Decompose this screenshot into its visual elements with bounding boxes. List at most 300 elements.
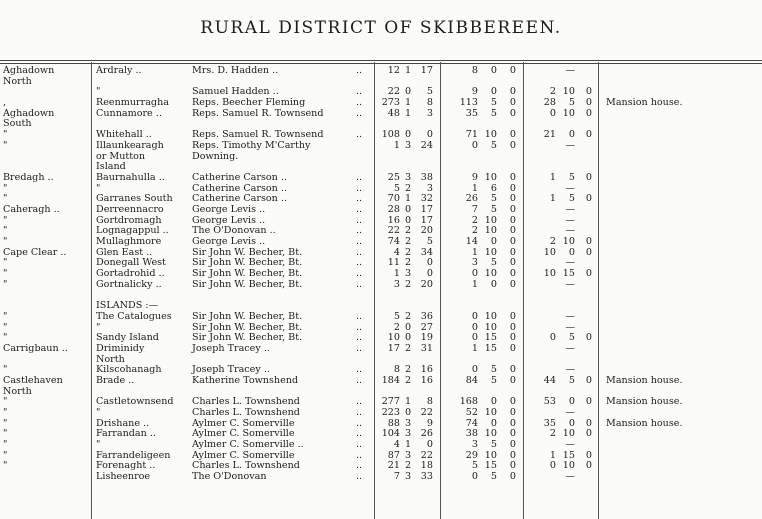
valuation-shillings-cell: 15 — [484, 332, 497, 344]
parish-cell: " — [3, 139, 8, 151]
valuation-pence-cell: 0 — [509, 396, 516, 408]
parish-cell: " — [3, 439, 8, 451]
townland-cell: Forenaght .. — [96, 460, 156, 472]
leader-dots: .. — [356, 396, 363, 408]
perches-cell: 9 — [426, 417, 433, 429]
valuation-pounds-cell: 1 — [471, 342, 478, 354]
occupier-cell: Joseph Tracey .. — [192, 342, 270, 354]
acres-cell: 7 — [393, 471, 400, 483]
buildings-pence-cell: 0 — [585, 129, 592, 141]
perches-cell: 17 — [420, 203, 433, 215]
townland-cell: " — [96, 439, 101, 451]
buildings-shillings-cell: — — [565, 214, 575, 226]
valuation-pence-cell: 0 — [509, 310, 516, 322]
acres-cell: 277 — [381, 396, 400, 408]
buildings-shillings-cell: — — [565, 65, 575, 76]
townland-cell: Donegall West — [96, 257, 166, 269]
buildings-pounds-cell: 1 — [549, 193, 556, 205]
valuation-pounds-cell: 9 — [471, 86, 478, 98]
leader-dots: .. — [356, 460, 363, 472]
occupier-cell: Aylmer C. Somerville — [192, 417, 295, 429]
buildings-pounds-cell: 35 — [543, 417, 556, 429]
perches-cell: 32 — [420, 193, 433, 205]
occupier-cell: Aylmer C. Somerville — [192, 449, 295, 461]
valuation-shillings-cell: 5 — [490, 471, 497, 483]
occupier-cell: Aylmer C. Somerville — [192, 428, 295, 440]
valuation-shillings-cell: 15 — [484, 460, 497, 472]
valuation-pounds-cell: 84 — [465, 374, 478, 386]
perches-cell: 16 — [420, 364, 433, 376]
valuation-pounds-cell: 7 — [471, 203, 478, 215]
perches-cell: 8 — [426, 396, 433, 408]
perches-cell: 36 — [420, 310, 433, 322]
townland-cell: ISLANDS :— — [96, 300, 159, 312]
buildings-pence-cell: 0 — [585, 428, 592, 440]
parish-cell: South — [3, 118, 32, 130]
parish-cell: " — [3, 321, 8, 333]
townland-cell: Baurnahulla .. — [96, 171, 165, 183]
acres-cell: 16 — [387, 214, 400, 226]
buildings-pence-cell: 0 — [585, 171, 592, 183]
valuation-pounds-cell: 0 — [471, 310, 478, 322]
leader-dots: .. — [356, 342, 363, 354]
townland-cell: Illaunkearagh — [96, 139, 164, 151]
buildings-pounds-cell: 44 — [543, 374, 556, 386]
valuation-pence-cell: 0 — [509, 193, 516, 205]
buildings-shillings-cell: 10 — [562, 460, 575, 472]
occupier-cell: Sir John W. Becher, Bt. — [192, 246, 303, 258]
leader-dots: .. — [356, 129, 363, 141]
perches-cell: 18 — [420, 460, 433, 472]
parish-cell: " — [3, 310, 8, 322]
buildings-pounds-cell: 1 — [549, 449, 556, 461]
buildings-shillings-cell: — — [565, 471, 575, 483]
parish-cell: Aghadown — [3, 107, 55, 119]
buildings-shillings-cell: — — [565, 310, 575, 322]
roods-cell: 0 — [404, 86, 412, 98]
occupier-cell: Charles L. Townshend — [192, 407, 300, 418]
valuation-shillings-cell: 15 — [484, 342, 497, 354]
valuation-pence-cell: 0 — [509, 65, 516, 76]
valuation-shillings-cell: 5 — [490, 364, 497, 376]
valuation-shillings-cell: 10 — [484, 449, 497, 461]
roods-cell: 2 — [404, 278, 412, 290]
valuation-pence-cell: 0 — [509, 460, 516, 472]
table-row — [0, 141, 762, 152]
buildings-shillings-cell: — — [565, 203, 575, 215]
buildings-pence-cell: 0 — [585, 396, 592, 408]
table-row — [0, 397, 762, 408]
perches-cell: 17 — [420, 214, 433, 226]
table-row — [0, 344, 762, 355]
leader-dots: .. — [356, 439, 363, 451]
roods-cell: 3 — [404, 417, 412, 429]
valuation-pence-cell: 0 — [509, 257, 516, 269]
valuation-shillings-cell: 6 — [490, 182, 497, 194]
valuation-pence-cell: 0 — [509, 139, 516, 151]
occupier-cell: Reps. Samuel R. Townsend — [192, 107, 324, 119]
leader-dots: .. — [356, 225, 363, 237]
acres-cell: 22 — [387, 225, 400, 237]
valuation-pence-cell: 0 — [509, 332, 516, 344]
roods-cell: 2 — [404, 342, 412, 354]
roods-cell: 2 — [404, 310, 412, 322]
townland-cell: " — [96, 86, 101, 98]
perches-cell: 24 — [420, 139, 433, 151]
parish-cell: " — [3, 332, 8, 344]
valuation-pence-cell: 0 — [509, 214, 516, 226]
valuation-shillings-cell: 0 — [490, 278, 497, 290]
occupier-cell: Downing. — [192, 150, 239, 162]
occupier-cell: Joseph Tracey .. — [192, 364, 270, 376]
valuation-pounds-cell: 74 — [465, 417, 478, 429]
roods-cell: 3 — [404, 268, 412, 280]
valuation-pence-cell: 0 — [509, 86, 516, 98]
leader-dots: .. — [356, 428, 363, 440]
acres-cell: 273 — [381, 97, 400, 109]
townland-cell: Gortadrohid .. — [96, 268, 165, 280]
leader-dots: .. — [356, 182, 363, 194]
townland-cell: Derreennacro — [96, 203, 164, 215]
leader-dots: .. — [356, 268, 363, 280]
occupier-cell: George Levis .. — [192, 236, 266, 247]
acres-cell: 17 — [387, 342, 400, 354]
parish-cell: " — [3, 225, 8, 237]
buildings-pence-cell: 0 — [585, 86, 592, 98]
valuation-pounds-cell: 9 — [471, 171, 478, 183]
table-row — [0, 109, 762, 120]
valuation-pence-cell: 0 — [509, 439, 516, 451]
buildings-shillings-cell: 15 — [562, 449, 575, 461]
remarks-cell: Mansion house. — [606, 396, 683, 408]
valuation-pence-cell: 0 — [509, 342, 516, 354]
leader-dots: .. — [356, 193, 363, 205]
table-row — [0, 77, 762, 88]
valuation-pounds-cell: 113 — [459, 97, 478, 109]
buildings-shillings-cell: 10 — [562, 428, 575, 440]
valuation-pence-cell: 0 — [509, 171, 516, 183]
occupier-cell: Samuel Hadden .. — [192, 86, 279, 98]
buildings-shillings-cell: 5 — [568, 374, 575, 386]
perches-cell: 3 — [426, 107, 433, 119]
occupier-cell: Mrs. D. Hadden .. — [192, 65, 279, 76]
townland-cell: Lisheenroe — [96, 471, 151, 483]
valuation-pounds-cell: 0 — [471, 332, 478, 344]
buildings-pounds-cell: 21 — [543, 129, 556, 141]
valuation-pounds-cell: 3 — [471, 439, 478, 451]
parish-cell: " — [3, 182, 8, 194]
occupier-cell: Catherine Carson .. — [192, 171, 288, 183]
buildings-pounds-cell: 28 — [543, 97, 556, 109]
valuation-pence-cell: 0 — [509, 268, 516, 280]
valuation-shillings-cell: 5 — [490, 257, 497, 269]
valuation-pounds-cell: 0 — [471, 364, 478, 376]
perches-cell: 0 — [426, 129, 433, 141]
buildings-pounds-cell: 10 — [543, 246, 556, 258]
townland-cell: Gortnalicky .. — [96, 278, 162, 290]
roods-cell: 1 — [404, 97, 412, 109]
acres-cell: 87 — [387, 449, 400, 461]
townland-cell: North — [96, 353, 125, 365]
buildings-shillings-cell: — — [565, 364, 575, 376]
buildings-pounds-cell: 2 — [549, 428, 556, 440]
roods-cell: 2 — [404, 374, 412, 386]
leader-dots: .. — [356, 332, 363, 344]
table-row — [0, 312, 762, 323]
buildings-pounds-cell: 1 — [549, 171, 556, 183]
occupier-cell: Aylmer C. Somerville .. — [192, 439, 304, 451]
occupier-cell: Reps. Samuel R. Townsend — [192, 129, 324, 141]
leader-dots: .. — [356, 86, 363, 98]
occupier-cell: Reps. Timothy M'Carthy — [192, 139, 311, 151]
occupier-cell: Catherine Carson .. — [192, 193, 288, 205]
buildings-shillings-cell: 0 — [568, 396, 575, 408]
valuation-shillings-cell: 10 — [484, 129, 497, 141]
buildings-shillings-cell: 5 — [568, 332, 575, 344]
parish-cell: " — [3, 364, 8, 376]
perches-cell: 20 — [420, 278, 433, 290]
perches-cell: 27 — [420, 321, 433, 333]
roods-cell: 0 — [404, 332, 412, 344]
townland-cell: Glen East .. — [96, 246, 153, 258]
table-row — [0, 376, 762, 387]
townland-cell: Mullaghmore — [96, 236, 162, 247]
acres-cell: 22 — [387, 86, 400, 98]
acres-cell: 12 — [387, 65, 400, 76]
townland-cell: Island — [96, 161, 126, 173]
leader-dots: .. — [356, 407, 363, 418]
valuation-shillings-cell: 10 — [484, 225, 497, 237]
parish-cell: Carrigbaun .. — [3, 342, 68, 354]
roods-cell: 1 — [404, 396, 412, 408]
parish-cell: " — [3, 268, 8, 280]
acres-cell: 11 — [387, 257, 400, 269]
townland-cell: Reenmurragha — [96, 97, 169, 109]
buildings-pounds-cell: 0 — [549, 460, 556, 472]
leader-dots: .. — [356, 374, 363, 386]
table-row — [0, 472, 762, 483]
buildings-shillings-cell: 10 — [562, 107, 575, 119]
valuation-pence-cell: 0 — [509, 246, 516, 258]
buildings-shillings-cell: — — [565, 321, 575, 333]
valuation-shillings-cell: 5 — [490, 439, 497, 451]
acres-cell: 10 — [387, 332, 400, 344]
buildings-shillings-cell: — — [565, 139, 575, 151]
acres-cell: 1 — [393, 268, 400, 280]
buildings-shillings-cell: 0 — [568, 417, 575, 429]
perches-cell: 19 — [420, 332, 433, 344]
parish-cell: Castlehaven — [3, 374, 63, 386]
leader-dots: .. — [356, 257, 363, 269]
remarks-cell: Mansion house. — [606, 374, 683, 386]
parish-cell: , — [3, 97, 7, 109]
buildings-shillings-cell: 5 — [568, 171, 575, 183]
buildings-shillings-cell: 0 — [568, 246, 575, 258]
buildings-shillings-cell: 15 — [562, 268, 575, 280]
valuation-shillings-cell: 10 — [484, 407, 497, 418]
valuation-pounds-cell: 38 — [465, 428, 478, 440]
perches-cell: 8 — [426, 97, 433, 109]
remarks-cell: Mansion house. — [606, 417, 683, 429]
valuation-shillings-cell: 10 — [484, 214, 497, 226]
roods-cell: 3 — [404, 449, 412, 461]
roods-cell: 2 — [404, 460, 412, 472]
valuation-pence-cell: 0 — [509, 428, 516, 440]
acres-cell: 8 — [393, 364, 400, 376]
valuation-pence-cell: 0 — [509, 471, 516, 483]
townland-cell: The Catalogues — [96, 310, 172, 322]
buildings-pence-cell: 0 — [585, 374, 592, 386]
parish-cell: " — [3, 193, 8, 205]
buildings-pence-cell: 0 — [585, 236, 592, 247]
occupier-cell: George Levis .. — [192, 203, 266, 215]
perches-cell: 0 — [426, 257, 433, 269]
perches-cell: 3 — [426, 182, 433, 194]
roods-cell: 1 — [404, 193, 412, 205]
occupier-cell: Sir John W. Becher, Bt. — [192, 310, 303, 322]
leader-dots: .. — [356, 214, 363, 226]
parish-cell: Cape Clear .. — [3, 246, 67, 258]
roods-cell: 0 — [404, 203, 412, 215]
buildings-shillings-cell: 5 — [568, 193, 575, 205]
roods-cell: 0 — [404, 214, 412, 226]
valuation-pounds-cell: 2 — [471, 214, 478, 226]
leader-dots: .. — [356, 417, 363, 429]
perches-cell: 34 — [420, 246, 433, 258]
acres-cell: 1 — [393, 139, 400, 151]
perches-cell: 0 — [426, 268, 433, 280]
townland-cell: Ardraly .. — [96, 65, 142, 76]
roods-cell: 2 — [404, 182, 412, 194]
valuation-pence-cell: 0 — [509, 364, 516, 376]
buildings-pence-cell: 0 — [585, 449, 592, 461]
leader-dots: .. — [356, 321, 363, 333]
roods-cell: 1 — [404, 107, 412, 119]
valuation-pence-cell: 0 — [509, 97, 516, 109]
roods-cell: 3 — [404, 428, 412, 440]
townland-cell: " — [96, 182, 101, 194]
valuation-pence-cell: 0 — [509, 225, 516, 237]
valuation-pence-cell: 0 — [509, 321, 516, 333]
acres-cell: 4 — [393, 246, 400, 258]
townland-cell: Sandy Island — [96, 332, 159, 344]
leader-dots: .. — [356, 65, 363, 76]
valuation-pence-cell: 0 — [509, 203, 516, 215]
valuation-shillings-cell: 5 — [490, 374, 497, 386]
parish-cell: Aghadown — [3, 65, 55, 76]
townland-cell: Whitehall .. — [96, 129, 152, 141]
townland-cell: Castletownsend — [96, 396, 174, 408]
roods-cell: 0 — [404, 407, 412, 418]
valuation-pence-cell: 0 — [509, 107, 516, 119]
valuation-pence-cell: 0 — [509, 129, 516, 141]
valuation-pounds-cell: 29 — [465, 449, 478, 461]
acres-cell: 2 — [393, 321, 400, 333]
acres-cell: 4 — [393, 439, 400, 451]
table-row — [0, 66, 762, 77]
roods-cell: 2 — [404, 364, 412, 376]
parish-cell: " — [3, 129, 8, 141]
leader-dots: .. — [356, 171, 363, 183]
valuation-shillings-cell: 5 — [490, 139, 497, 151]
acres-cell: 223 — [381, 407, 400, 418]
occupier-cell: Reps. Beecher Fleming — [192, 97, 306, 109]
buildings-pounds-cell: 0 — [549, 107, 556, 119]
valuation-pence-cell: 0 — [509, 374, 516, 386]
buildings-shillings-cell: — — [565, 225, 575, 237]
buildings-shillings-cell: 0 — [568, 129, 575, 141]
townland-cell: Drishane .. — [96, 417, 150, 429]
buildings-pounds-cell: 2 — [549, 236, 556, 247]
valuation-pence-cell: 0 — [509, 278, 516, 290]
parish-cell: " — [3, 417, 8, 429]
townland-cell: Farrandeligeen — [96, 449, 171, 461]
occupier-cell: The O'Donovan — [192, 471, 267, 483]
parish-cell: North — [3, 385, 32, 397]
valuation-shillings-cell: 10 — [484, 246, 497, 258]
buildings-pence-cell: 0 — [585, 332, 592, 344]
buildings-pence-cell: 0 — [585, 246, 592, 258]
valuation-pounds-cell: 1 — [471, 246, 478, 258]
buildings-shillings-cell: 10 — [562, 86, 575, 98]
top-rule — [0, 60, 762, 61]
leader-dots: .. — [356, 97, 363, 109]
buildings-pence-cell: 0 — [585, 107, 592, 119]
townland-cell: Cunnamore .. — [96, 107, 162, 119]
occupier-cell: Sir John W. Becher, Bt. — [192, 278, 303, 290]
valuation-pence-cell: 0 — [509, 449, 516, 461]
valuation-pounds-cell: 0 — [471, 139, 478, 151]
townland-cell: " — [96, 407, 101, 418]
acres-cell: 70 — [387, 193, 400, 205]
buildings-shillings-cell: — — [565, 278, 575, 290]
parish-cell: Caheragh .. — [3, 203, 60, 215]
leader-dots: .. — [356, 471, 363, 483]
valuation-shillings-cell: 5 — [490, 203, 497, 215]
valuation-shillings-cell: 10 — [484, 171, 497, 183]
valuation-pounds-cell: 2 — [471, 225, 478, 237]
perches-cell: 20 — [420, 225, 433, 237]
parish-cell: " — [3, 449, 8, 461]
valuation-shillings-cell: 5 — [490, 107, 497, 119]
buildings-pounds-cell: 2 — [549, 86, 556, 98]
buildings-pence-cell: 0 — [585, 193, 592, 205]
roods-cell: 3 — [404, 471, 412, 483]
leader-dots: .. — [356, 449, 363, 461]
townland-cell: Driminidy — [96, 342, 145, 354]
acres-cell: 3 — [393, 278, 400, 290]
leader-dots: .. — [356, 203, 363, 215]
top-rule-inner — [0, 63, 762, 64]
remarks-cell: Mansion house. — [606, 97, 683, 109]
valuation-shillings-cell: 10 — [484, 321, 497, 333]
occupier-cell: Catherine Carson .. — [192, 182, 288, 194]
acres-cell: 28 — [387, 203, 400, 215]
valuation-shillings-cell: 0 — [490, 417, 497, 429]
table-body — [0, 66, 762, 483]
valuation-pence-cell: 0 — [509, 236, 516, 247]
valuation-pounds-cell: 71 — [465, 129, 478, 141]
page-title: RURAL DISTRICT OF SKIBBEREEN. — [200, 18, 562, 38]
valuation-shillings-cell: 0 — [490, 65, 497, 76]
buildings-shillings-cell: — — [565, 342, 575, 354]
perches-cell: 38 — [420, 171, 433, 183]
perches-cell: 33 — [420, 471, 433, 483]
perches-cell: 0 — [426, 439, 433, 451]
parish-cell: " — [3, 278, 8, 290]
table-row — [0, 173, 762, 184]
buildings-pence-cell: 0 — [585, 417, 592, 429]
